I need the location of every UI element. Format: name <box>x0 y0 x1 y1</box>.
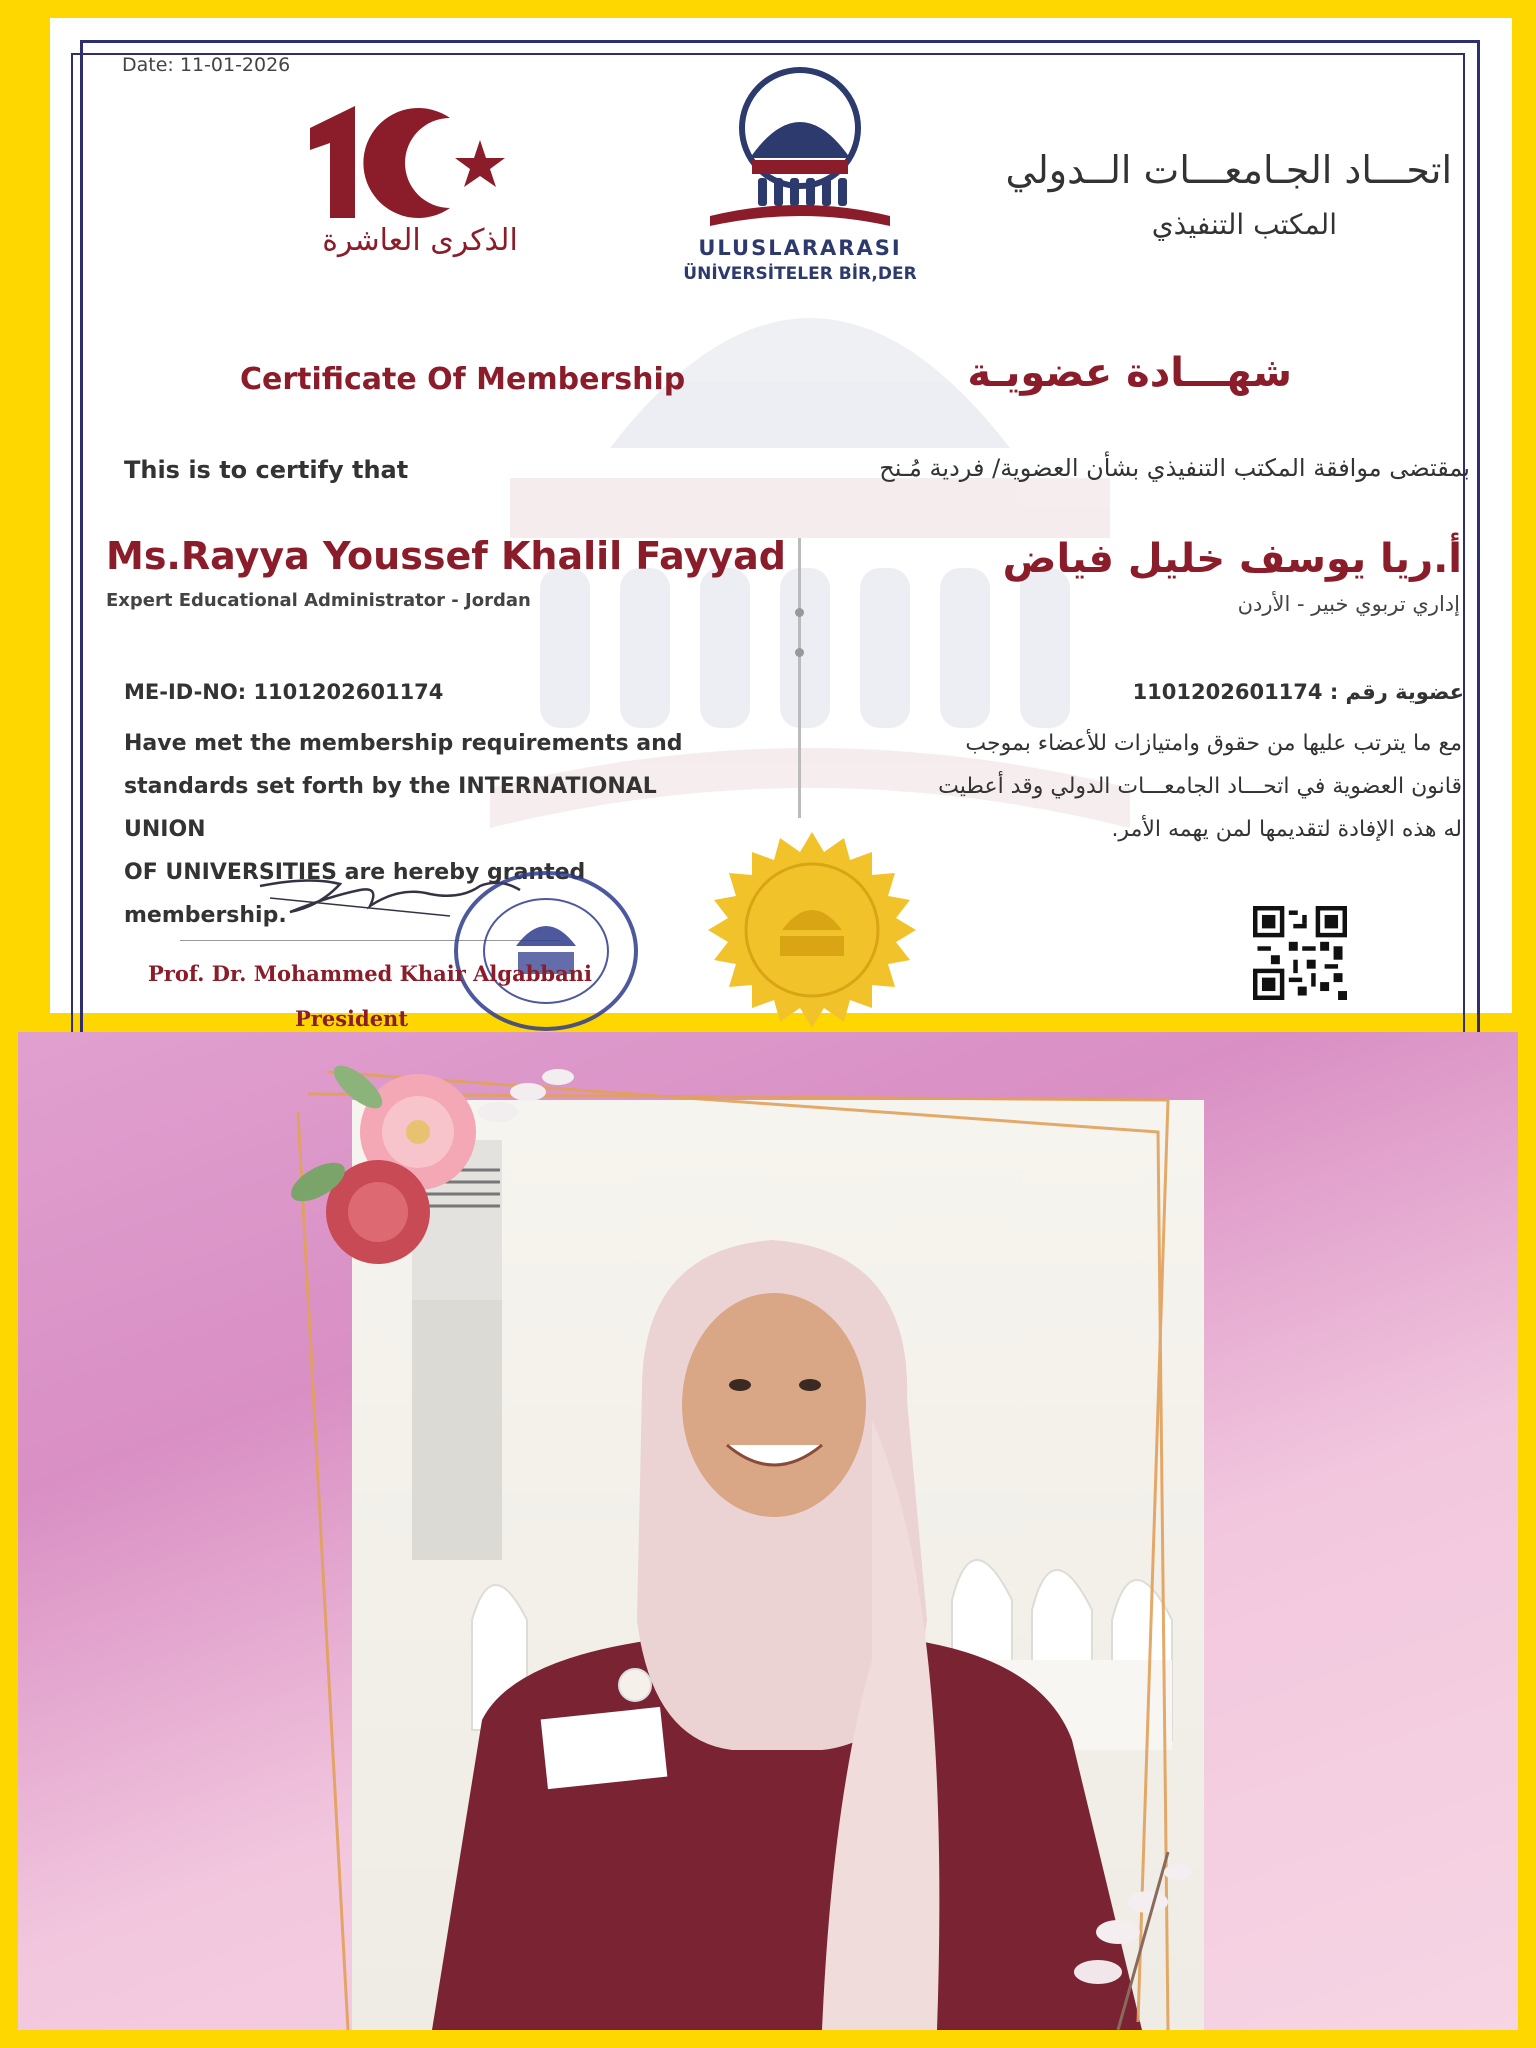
membership-text-ar-line: له هذه الإفادة لتقديمها لمن يهمه الأمر. <box>1111 817 1462 842</box>
membership-id-ar: عضوية رقم : 1101202601174 <box>1132 680 1464 704</box>
president-name: Prof. Dr. Mohammed Khair Algabbani <box>148 961 592 986</box>
certify-statement-ar: بمقتضى موافقة المكتب التنفيذي بشأن العضوية/ فردية مُـنح <box>879 454 1470 482</box>
membership-text-en-line: standards set forth by the INTERNATIONAL UNION <box>124 774 657 842</box>
official-stamp <box>436 866 656 1036</box>
certify-statement-en: This is to certify that <box>124 456 409 484</box>
certificate-title-en: Certificate Of Membership <box>240 362 686 397</box>
org-name-arabic: اتحـــاد الجـامعـــات الــدولي <box>1005 148 1452 192</box>
gold-seal <box>682 830 942 1050</box>
recipient-name-en: Ms.Rayya Youssef Khalil Fayyad <box>106 534 787 578</box>
executive-office-arabic: المكتب التنفيذي <box>1151 208 1337 241</box>
anniversary-caption: الذكرى العاشرة <box>322 223 518 258</box>
qr-code[interactable] <box>1253 906 1347 1000</box>
membership-text-en-line: OF UNIVERSITIES are hereby granted membership. <box>124 860 586 928</box>
recipient-role-en: Expert Educational Administrator - Jordan <box>106 590 531 611</box>
certificate-date: Date: 11-01-2026 <box>122 54 291 76</box>
photo-panel <box>18 1032 1518 2030</box>
recipient-name-ar: أ.ريا يوسف خليل فياض <box>1002 536 1462 582</box>
org-name-turkish-line2: ÜNİVERSİTELER BİR,DER <box>683 264 917 284</box>
president-title: President <box>295 1006 409 1031</box>
iuu-dome-logo <box>690 66 910 241</box>
membership-text-ar-line: قانون العضوية في اتحـــاد الجامعـــات الدولي وقد أعطيت <box>938 774 1462 799</box>
recipient-role-ar: إداري تربوي خبير - الأردن <box>1237 592 1460 616</box>
membership-id-en: ME-ID-NO: 1101202601174 <box>124 680 444 704</box>
portrait-photo <box>352 1100 1204 2030</box>
portrait-illustration <box>352 1100 1204 2030</box>
column-divider <box>798 538 801 818</box>
membership-text-en-line: Have met the membership requirements and <box>124 731 683 756</box>
membership-text-ar-line: مع ما يترتب عليها من حقوق وامتيازات للأعضاء بموجب <box>965 731 1462 756</box>
org-name-turkish-line1: ULUSLARARASI <box>698 236 902 260</box>
certificate <box>50 18 1512 1031</box>
certificate-title-ar: شهـــادة عضويـة <box>967 350 1292 396</box>
